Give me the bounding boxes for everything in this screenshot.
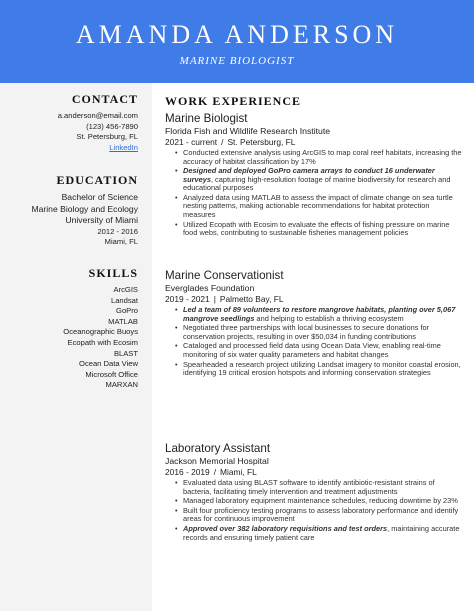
education-years: 2012 - 2016 <box>97 226 138 236</box>
linkedin-link[interactable]: LinkedIn <box>109 142 138 152</box>
education-school: University of Miami <box>65 215 138 225</box>
job-location: Palmetto Bay, FL <box>219 294 284 304</box>
skill-item: Oceanographic Buoys <box>63 327 138 337</box>
job-bullet: • Managed laboratory equipment maintenance schedules, reducing downtime by 23% <box>183 497 463 506</box>
job-bullets <box>165 479 463 542</box>
job-meta: 2016 - 2019 / Miami, FL <box>165 467 257 477</box>
skill-item: BLAST <box>113 348 138 358</box>
job-bullet: • Utilized Ecopath with Ecosim to evaluate the effects of fishing pressure on marine food webs, contributing to sustainable fisheries management policies <box>183 221 463 238</box>
skill-item: ArcGIS <box>113 285 138 294</box>
job-location: Miami, FL <box>220 467 257 477</box>
education-location: Miami, FL <box>104 237 138 247</box>
education-heading: EDUCATION <box>56 173 138 187</box>
skills-heading: SKILLS <box>88 266 138 280</box>
candidate-title: MARINE BIOLOGIST <box>179 55 295 67</box>
job-organization: Everglades Foundation <box>165 283 255 293</box>
job-dates: 2016 - 2019 <box>165 467 210 477</box>
job-bullets <box>165 306 463 378</box>
skills-section <box>0 266 138 391</box>
job-title: Laboratory Assistant <box>165 442 271 455</box>
job-meta: 2021 - current / St. Petersburg, FL <box>165 137 296 147</box>
job-bullet: • Spearheaded a research project utilizing Landsat imagery to monitor coastal erosion, identifying 19 critical erosion hotspots and informing conservation strategies <box>183 361 463 378</box>
contact-location: St. Petersburg, FL <box>76 132 138 142</box>
education-section <box>0 173 138 248</box>
job-location: St. Petersburg, FL <box>227 137 296 147</box>
resume-header <box>0 0 474 83</box>
contact-email[interactable]: a.anderson@email.com <box>57 111 138 120</box>
job-entry <box>165 442 463 543</box>
job-entry <box>165 269 463 379</box>
job-bullets <box>165 149 463 238</box>
job-bullet: • Designed and deployed GoPro camera arrays to conduct 16 underwater surveys, capturing high-resolution footage of marine biodiversity for research and educational purposes <box>183 167 463 193</box>
work-experience-heading: WORK EXPERIENCE <box>165 94 302 108</box>
job-organization: Florida Fish and Wildlife Research Institute <box>165 126 331 136</box>
contact-phone: (123) 456-7890 <box>86 121 138 131</box>
job-bullet: • Analyzed data using MATLAB to assess the impact of climate change on sea turtle nesting patterns, making actionable recommendations for habitat protection measures <box>183 194 463 220</box>
job-title: Marine Biologist <box>165 112 248 125</box>
skill-item: Ecopath with Ecosim <box>67 337 138 347</box>
job-bullet: • Conducted extensive analysis using ArcGIS to map coral reef habitats, increasing the accuracy of habitat classification by 17% <box>183 149 463 166</box>
skill-item: GoPro <box>116 306 138 316</box>
job-bullet: • Evaluated data using BLAST software to identify antibiotic-resistant strains of bacteria, facilitating timely intervention and treatment adjustments <box>183 479 463 496</box>
job-meta: 2019 - 2021 | Palmetto Bay, FL <box>165 294 284 304</box>
contact-section <box>0 92 138 153</box>
job-organization: Jackson Memorial Hospital <box>165 456 269 466</box>
skill-item: Ocean Data View <box>79 359 138 369</box>
job-entry <box>165 112 463 239</box>
job-bullet: • Negotiated three partnerships with local businesses to secure donations for conservation projects, resulting in over $50,034 in funding contributions <box>183 324 463 341</box>
job-dates: 2019 - 2021 <box>165 294 210 304</box>
job-dates: 2021 - current <box>165 137 218 147</box>
skill-item: Microsoft Office <box>85 369 138 379</box>
contact-heading: CONTACT <box>71 92 138 106</box>
sidebar <box>0 83 152 611</box>
job-bullet: • Approved over 382 laboratory requisitions and test orders, maintaining accurate records and ensuring timely patient care <box>183 525 463 542</box>
education-major: Marine Biology and Ecology <box>31 203 138 214</box>
job-bullet: • Cataloged and processed field data using Ocean Data View, enabling real-time monitoring of six water quality parameters and habitat changes <box>183 342 463 359</box>
job-title: Marine Conservationist <box>165 269 284 282</box>
candidate-name: AMANDA ANDERSON <box>75 20 399 49</box>
job-bullet: • Led a team of 89 volunteers to restore mangrove habitats, planting over 5,067 mangrove seedlings and helping to establish a thriving ecosystem <box>183 306 463 323</box>
education-degree: Bachelor of Science <box>61 192 138 202</box>
job-bullet: • Built four proficiency testing programs to assess laboratory performance and identify areas for continuous improvement <box>183 507 463 524</box>
skill-item: Landsat <box>110 295 138 305</box>
skill-item: MARXAN <box>105 380 138 390</box>
skill-item: MATLAB <box>108 316 138 326</box>
